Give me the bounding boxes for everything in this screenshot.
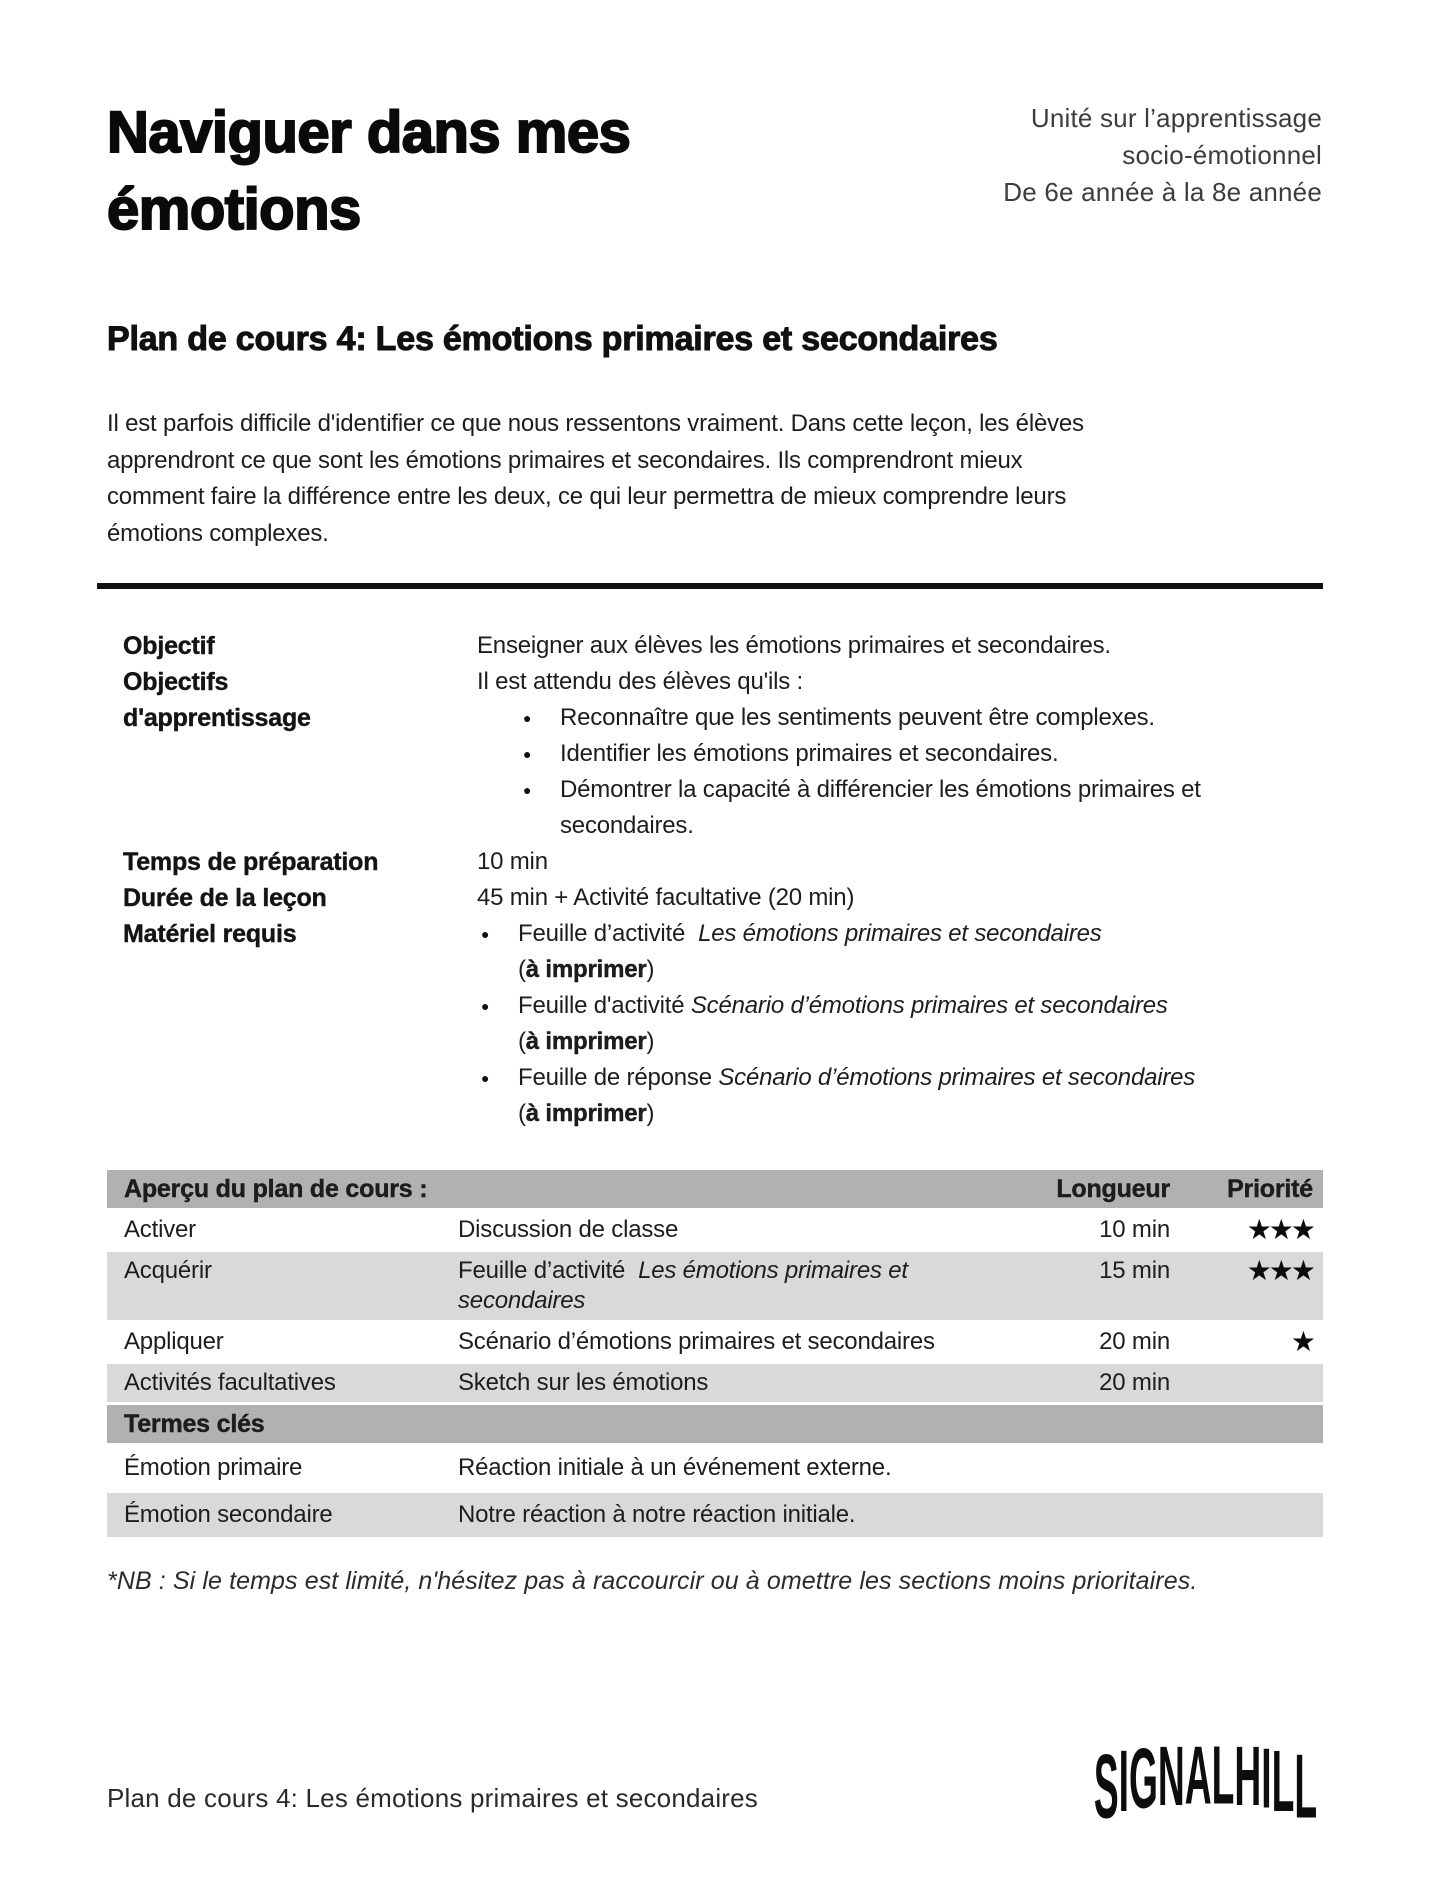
priority-stars: ★★★	[1246, 1214, 1313, 1246]
duration-value: 45 min + Activité facultative (20 min)	[477, 884, 855, 912]
print-note-bold: à imprimer	[525, 1100, 647, 1128]
lesson-details	[107, 628, 1322, 1132]
logo-letter: L	[1211, 1729, 1235, 1822]
table-title: Aperçu du plan de cours :	[124, 1175, 428, 1204]
footer-title: Plan de cours 4: Les émotions primaires et secondaires	[107, 1783, 759, 1813]
terms-header-row	[107, 1405, 1323, 1443]
materials-label: Matériel requis	[123, 920, 297, 949]
material-text	[518, 916, 1102, 988]
priority-stars: ★★★	[1246, 1255, 1313, 1287]
phase-cell: Appliquer	[124, 1328, 224, 1356]
activity-cell	[458, 1327, 1040, 1357]
logo-letter: A	[1184, 1729, 1212, 1822]
learning-objective-text: Démontrer la capacité à différencier les émotions primaires et secondaires.	[560, 776, 1201, 840]
duration-row	[107, 880, 1322, 916]
learning-objectives	[477, 664, 1322, 844]
table-row	[107, 1211, 1323, 1249]
print-note-close: )	[646, 956, 655, 984]
overview-table	[107, 1170, 1323, 1537]
learning-objective-text: Reconnaître que les sentiments peuvent être complexes.	[560, 704, 1155, 732]
material-item	[477, 916, 1322, 988]
term-cell: Émotion secondaire	[124, 1501, 333, 1529]
material-title: Scénario d’émotions primaires et secondaires	[690, 992, 1168, 1020]
objective-text: Enseigner aux élèves les émotions primaires et secondaires.	[477, 632, 1111, 660]
bullet-icon	[523, 772, 560, 844]
priority-note: *NB : Si le temps est limité, n'hésitez pas à raccourcir ou à omettre les sections moins prioritaires.	[107, 1567, 1198, 1596]
activity-title: Les émotions primaires et secondaires	[458, 1257, 908, 1315]
definition-cell: Réaction initiale à un événement externe.	[458, 1454, 892, 1482]
learning-objectives-row	[107, 664, 1322, 844]
bullet-icon	[523, 736, 560, 772]
intro-paragraph: Il est parfois difficile d'identifier ce que nous ressentons vraiment. Dans cette leçon, les élèves apprendront ce que sont les émotions primaires et secondaires. Ils comprendront mieux comment faire la différence entre les deux, ce qui leur permettra de mieux comprendre leurs émotions complexes.	[107, 410, 1084, 547]
bullet-icon	[481, 1060, 518, 1132]
learning-objective-text: Identifier les émotions primaires et secondaires.	[560, 740, 1059, 768]
logo-letter: L	[1271, 1732, 1295, 1831]
activity-cell	[458, 1215, 1040, 1245]
definition-cell: Notre réaction à notre réaction initiale.	[458, 1501, 856, 1529]
material-item	[477, 988, 1322, 1060]
activity-text: Sketch sur les émotions	[458, 1369, 709, 1397]
material-prefix: Feuille d'activité	[518, 992, 691, 1020]
objective-label: Objectif	[123, 632, 215, 661]
length-cell: 15 min	[1099, 1257, 1170, 1285]
document-title: Naviguer dans mes émotions	[107, 100, 631, 242]
length-cell: 20 min	[1099, 1369, 1170, 1397]
activity-text: Scénario d’émotions primaires et secondaires	[458, 1328, 935, 1356]
column-header-priority: Priorité	[1227, 1175, 1313, 1204]
priority-stars: ★	[1290, 1326, 1313, 1358]
logo-letter: H	[1234, 1729, 1262, 1824]
term-row	[107, 1446, 1323, 1490]
activity-cell	[458, 1256, 1040, 1316]
learning-objectives-label: Objectifs d'apprentissage	[123, 668, 311, 733]
activity-cell	[458, 1368, 1040, 1398]
table-row	[107, 1364, 1323, 1402]
material-text	[518, 988, 1168, 1060]
logo-letter: I	[1261, 1730, 1272, 1827]
bullet-icon	[481, 916, 518, 988]
logo-letter: L	[1294, 1735, 1317, 1838]
print-note	[518, 1024, 1168, 1060]
signalhill-logo	[1093, 1729, 1317, 1838]
print-note-bold: à imprimer	[525, 1028, 647, 1056]
material-title: Les émotions primaires et secondaires	[698, 920, 1102, 948]
phase-cell: Acquérir	[124, 1257, 212, 1285]
bullet-icon	[481, 988, 518, 1060]
activity-text: Discussion de classe	[458, 1216, 679, 1244]
column-header-length: Longueur	[1056, 1175, 1170, 1204]
activity-text: Feuille d’activité	[458, 1257, 639, 1285]
unit-info-line2: socio-émotionnel	[1122, 140, 1322, 170]
material-item	[477, 1060, 1322, 1132]
length-cell: 10 min	[1099, 1216, 1170, 1244]
learning-objectives-intro: Il est attendu des élèves qu'ils :	[477, 668, 803, 696]
page-header	[107, 0, 1322, 248]
unit-info	[1003, 0, 1322, 211]
learning-objective-item	[477, 772, 1322, 844]
print-note-open: (	[518, 956, 526, 984]
table-header-row	[107, 1170, 1323, 1208]
bullet-icon	[523, 700, 560, 736]
logo-letter: N	[1157, 1729, 1185, 1824]
unit-info-line3: De 6e année à la 8e année	[1003, 177, 1322, 207]
divider-rule	[97, 583, 1323, 589]
objective-row	[107, 628, 1322, 664]
print-note-open: (	[518, 1028, 526, 1056]
prep-time-row	[107, 844, 1322, 880]
print-note	[518, 1096, 1195, 1132]
material-text	[518, 1060, 1195, 1132]
learning-objective-item	[477, 736, 1322, 772]
materials-row	[107, 916, 1322, 1132]
logo-letter: S	[1093, 1735, 1119, 1838]
prep-time-value: 10 min	[477, 848, 548, 876]
duration-label: Durée de la leçon	[123, 884, 327, 913]
phase-cell: Activités facultatives	[124, 1369, 336, 1397]
materials-list	[477, 916, 1322, 1132]
print-note-close: )	[646, 1028, 655, 1056]
term-row	[107, 1493, 1323, 1537]
material-prefix: Feuille d’activité	[518, 920, 699, 948]
logo-letter: G	[1128, 1730, 1158, 1827]
length-cell: 20 min	[1099, 1328, 1170, 1356]
terms-title: Termes clés	[124, 1410, 265, 1439]
print-note	[518, 952, 1102, 988]
prep-time-label: Temps de préparation	[123, 848, 379, 877]
priority-stars	[1170, 1368, 1323, 1398]
material-prefix: Feuille de réponse	[518, 1064, 719, 1092]
print-note-close: )	[646, 1100, 655, 1128]
print-note-bold: à imprimer	[525, 956, 647, 984]
material-title: Scénario d’émotions primaires et secondaires	[718, 1064, 1196, 1092]
table-row	[107, 1323, 1323, 1361]
unit-info-line1: Unité sur l’apprentissage	[1030, 103, 1322, 133]
phase-cell: Activer	[124, 1216, 196, 1244]
print-note-open: (	[518, 1100, 526, 1128]
logo-letter: I	[1118, 1732, 1129, 1831]
term-cell: Émotion primaire	[124, 1454, 303, 1482]
table-row	[107, 1252, 1323, 1320]
lesson-heading: Plan de cours 4: Les émotions primaires et secondaires	[107, 320, 998, 359]
learning-objective-item	[477, 700, 1322, 736]
